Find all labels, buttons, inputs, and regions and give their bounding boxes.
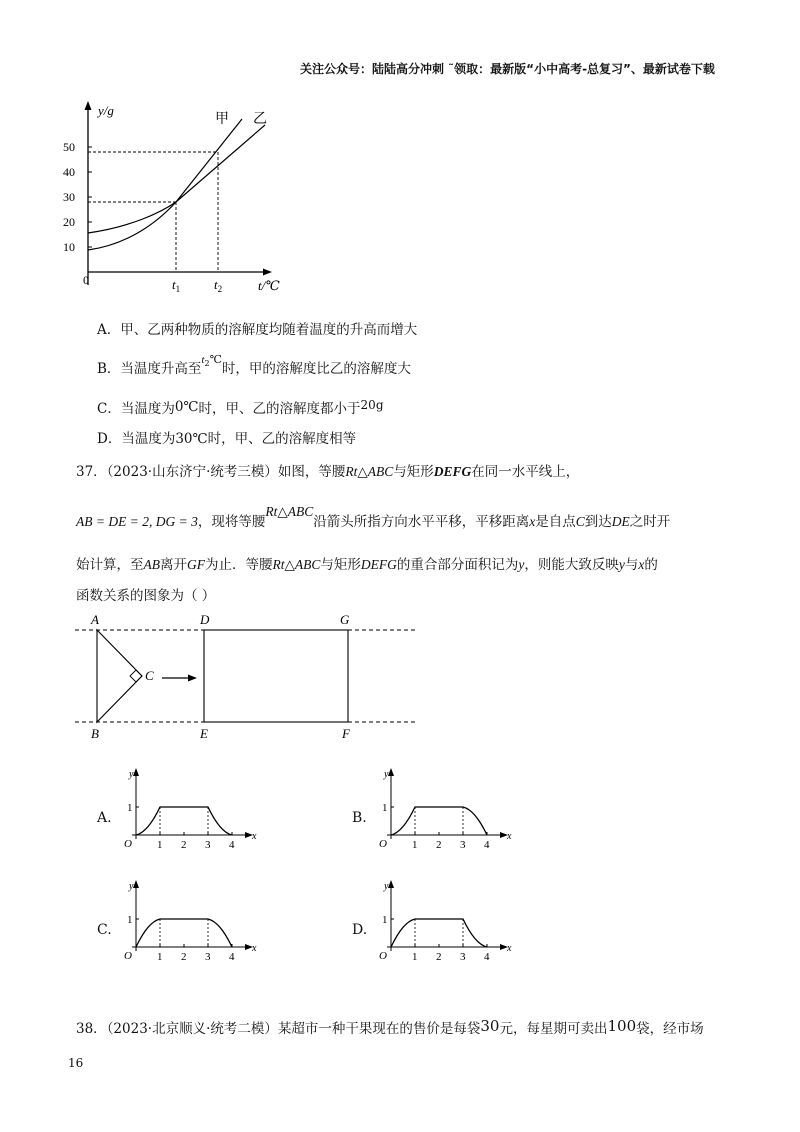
y-tick-label: 10 [63, 240, 75, 254]
q37-line-2: AB = DE = 2, DG = 3，现将等腰Rt△ABC沿箭头所指方向水平平移，平移距离x是自点C到达DE之时开 [76, 504, 671, 530]
x-tick-label: 4 [484, 951, 490, 963]
series-label-yi: 乙 [253, 112, 267, 127]
x-axis-arrow [263, 269, 272, 276]
x-tick-label: 2 [436, 951, 442, 963]
y-label: y [129, 769, 134, 780]
q36-option-d: D．当温度为30℃时，甲、乙的溶解度相等 [97, 431, 357, 447]
q37-line-1: 37．（2023·山东济宁·统考三模）如图，等腰Rt△ABC与矩形DEFG在同一水平线上， [76, 464, 580, 480]
label-f: F [342, 726, 350, 740]
x-label: x [252, 831, 257, 842]
x-label: x [507, 943, 512, 954]
triangle-abc [97, 630, 142, 722]
x-tick-label: 4 [229, 839, 235, 851]
curve-yi [88, 125, 265, 233]
x-tick-label: 3 [205, 839, 211, 851]
x-tick-label: 3 [460, 839, 466, 851]
page-number: 16 [68, 1056, 84, 1070]
option-text: 甲、乙两种物质的溶解度均随着温度的升高而增大 [120, 322, 418, 338]
x-tick-label: 1 [412, 951, 418, 963]
t2-label: $t_2$ [214, 277, 223, 294]
x-tick-label: 2 [181, 839, 187, 851]
x-tick-label: 3 [205, 951, 211, 963]
question-number: 38． [76, 1021, 107, 1037]
y-tick-label: 40 [63, 165, 75, 179]
question-source: （2023·山东济宁·统考三模） [106, 464, 278, 480]
rectangle-defg [204, 630, 348, 722]
q36-option-b: B．当温度升高至$^{t_2℃}$时，甲的溶解度比乙的溶解度大 [97, 353, 411, 377]
y-label: y [384, 769, 389, 780]
y-tick-label: 1 [127, 914, 133, 926]
temp-t2: t2℃ [201, 353, 222, 369]
q37-option-d-graph [373, 877, 513, 967]
y-axis-arrow [388, 768, 394, 776]
origin-label: O [379, 838, 387, 850]
origin-label: O [124, 950, 132, 962]
q37-option-d-label: D. [352, 922, 368, 938]
x-tick-label: 2 [436, 839, 442, 851]
option-label: C． [97, 401, 121, 417]
q37-option-c-graph [118, 877, 258, 967]
q38-line-1: 38．（2023·北京顺义·统考二模）某超市一种干果现在的售价是每袋30元，每星期可卖出100袋，经市场 [76, 1017, 704, 1037]
origin-label: O [124, 838, 132, 850]
function-curve [391, 919, 487, 947]
label-b: B [91, 726, 99, 740]
x-tick-label: 1 [157, 951, 163, 963]
origin-label: O [379, 950, 387, 962]
y-tick-label: 50 [63, 140, 75, 154]
solubility-chart [60, 95, 300, 305]
q36-option-a [97, 318, 417, 338]
x-tick-label: 4 [484, 839, 490, 851]
x-label: x [507, 831, 512, 842]
y-tick-label: 1 [127, 802, 133, 814]
question-number: 37． [76, 464, 107, 480]
label-d: D [200, 612, 210, 627]
y-tick-label: 1 [382, 802, 388, 814]
curve-jia [88, 119, 242, 250]
y-axis-arrow [388, 880, 394, 888]
move-arrow-head [188, 675, 197, 682]
x-axis-label: t/℃ [258, 278, 280, 293]
option-label: D． [97, 431, 122, 447]
q37-option-b-graph [373, 765, 513, 855]
y-axis-arrow [85, 101, 92, 110]
y-tick-label: 1 [382, 914, 388, 926]
q37-option-b-label: B. [352, 810, 367, 826]
y-label: y [129, 881, 134, 892]
option-label: A． [97, 322, 121, 338]
x-tick-label: 3 [460, 951, 466, 963]
q36-option-c: C．当温度为0℃时，甲、乙的溶解度都小于20g [97, 398, 384, 417]
q37-option-a-graph [118, 765, 258, 855]
q37-figure [70, 610, 430, 740]
option-label: B． [97, 361, 121, 377]
y-axis-label: y/g [98, 103, 114, 118]
x-tick-label: 1 [412, 839, 418, 851]
question-source: （2023·北京顺义·统考二模） [106, 1021, 278, 1037]
function-curve [136, 919, 232, 947]
x-tick-label: 4 [229, 951, 235, 963]
right-angle-mark [130, 670, 142, 682]
label-a: A [91, 612, 99, 627]
y-tick-label: 20 [63, 215, 75, 229]
q37-option-a-label: A. [97, 810, 112, 826]
y-axis-arrow [133, 768, 139, 776]
q37-line-3: 始计算，至AB离开GF为止．等腰Rt△ABC与矩形DEFG的重合部分面积记为y，则能大致反映y与x的 [76, 557, 658, 573]
origin-label: 0 [83, 273, 89, 287]
y-tick-label: 30 [63, 190, 75, 204]
x-tick-label: 2 [181, 951, 187, 963]
x-label: x [252, 943, 257, 954]
t1-label: $t_1$ [172, 277, 181, 294]
label-e: E [200, 726, 208, 740]
label-c: C [145, 668, 154, 683]
function-curve [136, 807, 232, 835]
label-g: G [340, 612, 350, 627]
y-axis-arrow [133, 880, 139, 888]
q37-option-c-label: C. [97, 922, 112, 938]
series-label-jia: 甲 [215, 112, 229, 127]
q37-line-4: 函数关系的图象为（ ） [76, 588, 216, 604]
x-tick-label: 1 [157, 839, 163, 851]
page-header: 关注公众号：陆陆高分冲刺 ˜领取：最新版“小中高考-总复习”、最新试卷下载 [300, 62, 715, 76]
given-equation: AB = DE = 2, DG = 3 [76, 514, 198, 529]
y-label: y [384, 881, 389, 892]
function-curve [391, 807, 487, 835]
